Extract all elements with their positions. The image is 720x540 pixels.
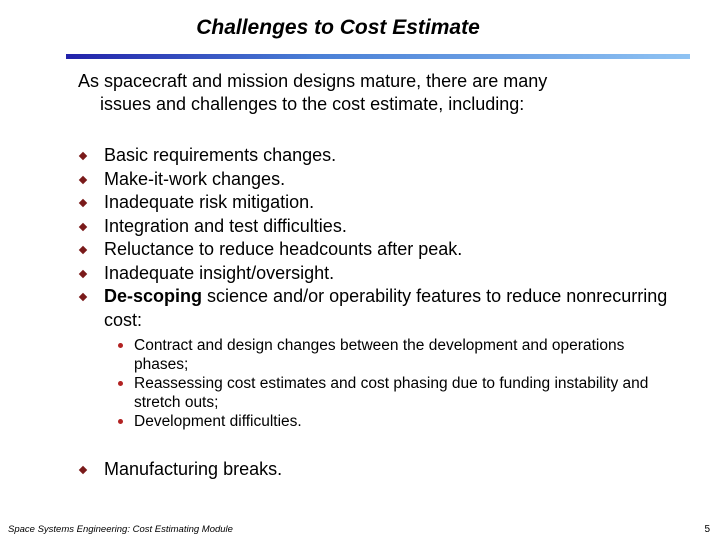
page-number: 5 bbox=[704, 524, 710, 535]
bullet-text: Integration and test difficulties. bbox=[104, 215, 347, 236]
list-item bbox=[72, 168, 672, 192]
diamond-bullet-icon bbox=[79, 246, 87, 254]
intro-line-1: As spacecraft and mission designs mature, there are many bbox=[78, 71, 548, 91]
sub-list-item bbox=[104, 412, 672, 431]
slide-title: Challenges to Cost Estimate bbox=[196, 16, 480, 39]
sub-list-item bbox=[104, 336, 672, 374]
list-item bbox=[72, 144, 672, 168]
intro-paragraph bbox=[78, 70, 678, 116]
sub-bullet-text: Reassessing cost estimates and cost phasing due to funding instability and stretch outs; bbox=[134, 375, 649, 411]
final-bullet-list bbox=[72, 458, 672, 481]
diamond-bullet-icon bbox=[79, 293, 87, 301]
diamond-bullet-icon bbox=[79, 199, 87, 207]
list-item-descoping bbox=[72, 285, 672, 431]
diamond-bullet-icon bbox=[79, 466, 87, 474]
bullet-text: Inadequate insight/oversight. bbox=[104, 262, 335, 283]
sub-bullet-text: Contract and design changes between the development and operations phases; bbox=[134, 337, 625, 373]
sub-list-item bbox=[104, 374, 672, 412]
diamond-bullet-icon bbox=[79, 269, 87, 277]
bullet-list bbox=[72, 144, 672, 431]
bullet-text: Manufacturing breaks. bbox=[104, 459, 283, 479]
title-divider bbox=[66, 54, 690, 59]
list-item bbox=[72, 458, 672, 481]
dot-bullet-icon bbox=[118, 419, 123, 424]
bullet-text: Basic requirements changes. bbox=[104, 145, 337, 165]
dot-bullet-icon bbox=[118, 381, 123, 386]
list-item bbox=[72, 191, 672, 215]
bullet-text: Reluctance to reduce headcounts after peak. bbox=[104, 239, 463, 259]
bullet-text: Inadequate risk mitigation. bbox=[104, 192, 315, 212]
diamond-bullet-icon bbox=[79, 152, 87, 160]
footer-text: Space Systems Engineering: Cost Estimating Module bbox=[8, 524, 233, 535]
list-item bbox=[72, 238, 672, 262]
dot-bullet-icon bbox=[118, 343, 123, 348]
descoping-bold-text: De-scoping bbox=[104, 286, 203, 306]
sub-bullet-list bbox=[104, 336, 672, 431]
intro-line-2: issues and challenges to the cost estimate, including: bbox=[100, 94, 525, 114]
descoping-text: science and/or operability features to reduce nonrecurring cost: bbox=[104, 286, 668, 330]
diamond-bullet-icon bbox=[79, 222, 87, 230]
list-item bbox=[72, 262, 672, 286]
sub-bullet-text: Development difficulties. bbox=[134, 413, 302, 430]
bullet-text: Make-it-work changes. bbox=[104, 168, 286, 189]
diamond-bullet-icon bbox=[79, 175, 87, 183]
list-item bbox=[72, 215, 672, 239]
